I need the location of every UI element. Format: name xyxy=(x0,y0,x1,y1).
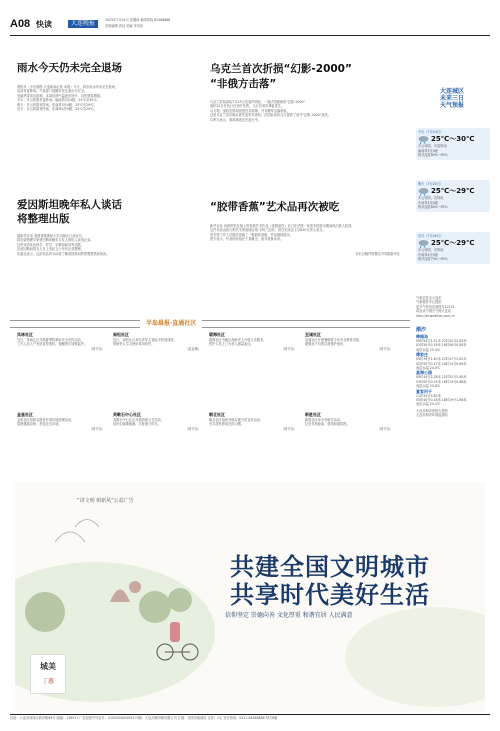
forecast-day xyxy=(416,180,490,212)
byline: （赵金梅） xyxy=(185,346,201,351)
weather-title: 未来三日 xyxy=(439,95,464,102)
editor-line: 首席编辑 高延 美编 李凤岗 xyxy=(105,24,144,28)
community-band xyxy=(10,320,410,328)
article-banana xyxy=(210,200,400,256)
headline: 雨水今天仍未完全退场 xyxy=(17,62,122,74)
forecast-temp: 25℃～30℃ xyxy=(431,135,475,144)
body-line: 新胜社区举办邻里节活动， xyxy=(305,418,344,422)
body-line: 朝北社区组织开展垃圾分类宣传活动， xyxy=(209,418,264,422)
body-line: 由爱因斯坦的友人在上世纪五十年代记录整理。 xyxy=(17,247,84,252)
public-ad xyxy=(15,482,485,712)
tide-place: 星海公园 xyxy=(416,370,432,376)
byline: （柯方彩） xyxy=(185,426,201,431)
forecast-date: 后天（7月26日） xyxy=(418,234,444,238)
tide-line: 02时55分0.17米 16时14分0.89米 xyxy=(416,361,467,366)
community-grid xyxy=(17,332,397,482)
community-item xyxy=(17,332,105,351)
headline: “胶带香蕉”艺术品再次被吃 xyxy=(210,201,340,213)
body-line: 金星社区组织志愿者开展环境清理活动， xyxy=(17,418,75,422)
body-line: 引导居民养成良好习惯。 xyxy=(209,422,245,427)
headline: 乌克兰首次折损“幻影-2000” “非俄方击落” xyxy=(210,63,352,90)
brand-logo: 大连晚报 xyxy=(68,20,98,28)
tide-line: 02时50分0.16米 16时08分0.85米 xyxy=(416,343,467,348)
community-title: 至诚社区 xyxy=(305,332,321,337)
community-item xyxy=(17,412,105,431)
tide-place: 傅家庄 xyxy=(416,352,428,358)
forecast-desc: 偏南风3至4级 xyxy=(418,148,438,153)
body-line: 碧海社区为辖区高龄老人开展义诊服务， xyxy=(209,338,267,342)
editor-note: 本栏目稿件除署名外均据新华社 xyxy=(355,251,400,256)
weather-panel xyxy=(412,38,492,468)
tide-line: 11时34分3.82米 xyxy=(416,393,441,398)
cloud-rain-icon xyxy=(418,135,429,144)
article-einstein xyxy=(17,198,207,256)
header-rule xyxy=(10,35,490,36)
weather-source-note xyxy=(416,296,492,318)
body-line: 英歌石中心社区开展消夏文艺活动， xyxy=(113,418,164,422)
tide-place: 夏家河子 xyxy=(416,388,432,394)
community-item xyxy=(113,412,201,431)
date-line: 2025年7月24日 星期四 新闻热线 82488888 xyxy=(105,18,171,22)
community-title: 凤林社区 xyxy=(17,332,33,337)
body-line: 这是乌克兰首次确认损失此型号战机。法国此前向乌方提供了部分“幻影-2000”战机。 xyxy=(210,113,331,118)
byline: （柯方彩） xyxy=(89,426,105,431)
tide-line: 表层水温 24.4℃ xyxy=(416,402,441,407)
body-line: 医护人员上门为老人测量血压。 xyxy=(209,342,254,347)
body-line: 新华社电 用胶带贴在墙上的香蕉艺术作品《喜剧演员》近日在法国一家美术馆展出期间再次被人吃掉。 xyxy=(210,224,355,228)
note-line: 或登录中国天气网大连站 xyxy=(416,309,452,314)
byline: （柯方彩） xyxy=(377,346,393,351)
forecast-desc: 东南风4至5级 xyxy=(418,252,438,257)
forecast-desc: 东南风3至4级 xyxy=(418,200,438,205)
body-line: 这些谈话涉及科学、哲学、宗教和政治等话题， xyxy=(17,242,84,247)
article-rain xyxy=(17,62,207,111)
body-line: 今天：多云转阴有雷阵雨，偏南风3至4级，25℃至30℃。 xyxy=(17,98,101,103)
body-line: 乌军方表示，事故调查正在进行中。 xyxy=(210,117,261,122)
forecast-desc: 多云转阴，有阵雨 xyxy=(418,248,444,253)
forecast-note: 大连市海洋预报台提供 xyxy=(416,408,448,413)
weather-title: 大连城区 xyxy=(439,88,464,95)
forecast-temp: 25℃～29℃ xyxy=(431,187,475,196)
tide-line: 09时54分2.31米 21时42分2.83米 xyxy=(416,339,467,343)
forecast-date: 今天（7月24日） xyxy=(418,130,444,134)
body-line: 晨报讯（半岛晨报-大连新闻记者 本报）今天，我市雨水仍未完全退场， xyxy=(17,85,118,89)
community-title: 南松社区 xyxy=(113,332,129,337)
footer-rule xyxy=(10,714,490,715)
tide-line: 表层水温 23.8℃ xyxy=(416,384,441,389)
body-line: 工作人员入户发放宣传资料，提醒家长加强监护。 xyxy=(17,342,88,347)
ad-slogan-2: 共享时代美好生活 xyxy=(230,580,430,609)
note-line: 更多气象信息请拨打12121 xyxy=(416,304,455,309)
forecast-desc: 相对湿度85%~95% xyxy=(418,153,448,158)
community-item xyxy=(209,332,297,351)
body-line: 馆方表示，作品的价值在于其概念，而非香蕉本身。 xyxy=(210,237,284,242)
community-item xyxy=(209,412,297,431)
band-title: 半岛晨报·直通社区 xyxy=(140,320,202,328)
forecast-temp: 25℃～29℃ xyxy=(431,239,475,248)
community-title: 朝北社区 xyxy=(209,412,225,417)
body-line: 局部有雷阵雨。气象部门提醒市民注意出行安全。 xyxy=(17,89,88,94)
byline: （柯方彩） xyxy=(281,426,297,431)
note-line: 气象服务中心提供 xyxy=(416,300,442,305)
body-line: 居民们载歌载舞，共度夏日时光。 xyxy=(113,422,161,427)
headline: 爱因斯坦晚年私人谈话 将整理出版 xyxy=(17,199,122,225)
body-line: 帮助老人学习使用常用软件。 xyxy=(113,342,155,347)
body-line: 近日，凤林社区开展夏季防溺水安全宣传活动， xyxy=(17,338,84,342)
note-line: http://dl.weather.com.cn xyxy=(416,313,456,318)
tide-line: 03时00分0.19米 16时19分0.88米 xyxy=(416,379,467,384)
body-line: 至诚社区开展暑期青少年安全教育讲座， xyxy=(305,338,363,342)
seal-text: 城美 xyxy=(40,662,56,671)
body-line: 出版社表示，这部作品将为读者了解爱因斯坦的思想提供新视角。 xyxy=(17,251,110,256)
forecast-desc: 相对湿度75%~95% xyxy=(418,257,448,262)
community-item xyxy=(113,332,201,351)
page-header xyxy=(10,18,490,34)
byline: （柯方彩） xyxy=(281,346,297,351)
ad-seal xyxy=(30,654,66,694)
body-line: 近日，南松社区举办老年人智能手机培训班， xyxy=(113,338,177,342)
ad-slogan-1: 共建全国文明城市 xyxy=(230,552,430,581)
tide-line: 09时39分2.40米 21时47分2.82米 xyxy=(416,357,467,362)
byline: （柯方彩） xyxy=(89,346,105,351)
cloud-rain-icon xyxy=(418,239,429,248)
forecast-day xyxy=(416,232,490,264)
community-item xyxy=(305,332,393,351)
body-line: 美术馆工作人员随后更换了一根新的香蕉，作品继续展出。 xyxy=(210,232,293,237)
tide-title: 潮汐 xyxy=(416,327,427,333)
page-number: A08 xyxy=(10,18,31,30)
body-line: 据新华社电 美国普林斯顿大学出版社日前宣布， xyxy=(17,234,85,238)
forecast-desc: 多云转阴，有阵雨 xyxy=(418,196,444,201)
tide-list xyxy=(416,334,492,418)
body-line: 受副热带高压影响，本周后期气温逐步回升，闷热感将增强。 xyxy=(17,93,104,98)
body-line: 拉近邻里距离，营造和谐氛围。 xyxy=(305,422,350,427)
forecast-date: 明天（7月25日） xyxy=(418,182,444,186)
tide-line: 09时44分2.28米 21时52分2.80米 xyxy=(416,375,467,380)
ad-subtitle: 信仰坚定 崇德向善 文化厚重 和谐宜居 人民满意 xyxy=(225,612,353,619)
ad-top-label: “讲文明 树新风”公益广告 xyxy=(77,498,134,504)
tide-place: 棒棰岛 xyxy=(416,334,428,339)
tide-line: 表层水温 24.0℃ xyxy=(416,366,441,371)
note-line: 气象信息由大连市 xyxy=(416,296,442,300)
body-line: 将出版物理学家爱因斯坦晚年与友人的私人谈话记录。 xyxy=(17,238,94,243)
community-title: 碧海社区 xyxy=(209,332,225,337)
community-title: 新胜社区 xyxy=(305,412,321,417)
forecast-note: 大连市海洋环境监测站 xyxy=(416,413,448,418)
forecast-day xyxy=(416,128,490,160)
tide-line: 05时40分0.18米 18时19分1.66米 xyxy=(416,398,467,403)
forecast-desc: 相对湿度80%~95% xyxy=(418,205,448,210)
community-title: 金星社区 xyxy=(17,412,33,417)
body-line: 战机22日在执行任务时坠毁，飞行员成功弹射逃生。 xyxy=(210,104,285,109)
body-line: 这件作品由意大利艺术家莫瑞吉奥·卡特兰创作，曾在拍卖会上以620万美元成交。 xyxy=(210,228,326,233)
body-line: 乌克兰武装部队7月23日发表声明说，一架法国援助的“幻影-2000” xyxy=(210,100,306,104)
section-name: 快读 xyxy=(36,20,52,29)
body-line: 清理楼道杂物，美化社区环境。 xyxy=(17,422,62,427)
cloud-rain-icon xyxy=(418,187,429,196)
body-line: 增强孩子们的自我保护意识。 xyxy=(305,342,347,347)
body-line: 明天：多云转阴有阵雨，东南风3至4级，25℃至29℃。 xyxy=(17,102,97,107)
article-ukraine xyxy=(210,62,400,122)
community-title: 英歌石中心社区 xyxy=(113,412,141,417)
weather-title: 天气预报 xyxy=(439,102,464,109)
footer-text: 社址：大连市西岗区新开路99号 邮编：116011 广告经营许可证号：2102004000003 印刷：大连天腾印刷有限公司 订阅：全国各地邮局 定价：1元 发行热线：0411-84588888 每天8版 xyxy=(10,716,278,720)
body-line: 乌方称，战机坠毁原因是技术故障，并非俄军击落所致。 xyxy=(210,108,290,113)
forecast-desc: 多云转阴，有雷阵雨 xyxy=(418,144,447,149)
sign-text: 丁蕙 xyxy=(41,678,54,685)
community-item xyxy=(305,412,393,431)
body-line: 后天：多云转阴有阵雨，东南风4至5级，25℃至29℃。 xyxy=(17,107,97,112)
weather-title-block xyxy=(422,88,482,109)
tide-line: 表层水温 23.4℃ xyxy=(416,347,441,352)
byline: （柯方彩） xyxy=(377,426,393,431)
